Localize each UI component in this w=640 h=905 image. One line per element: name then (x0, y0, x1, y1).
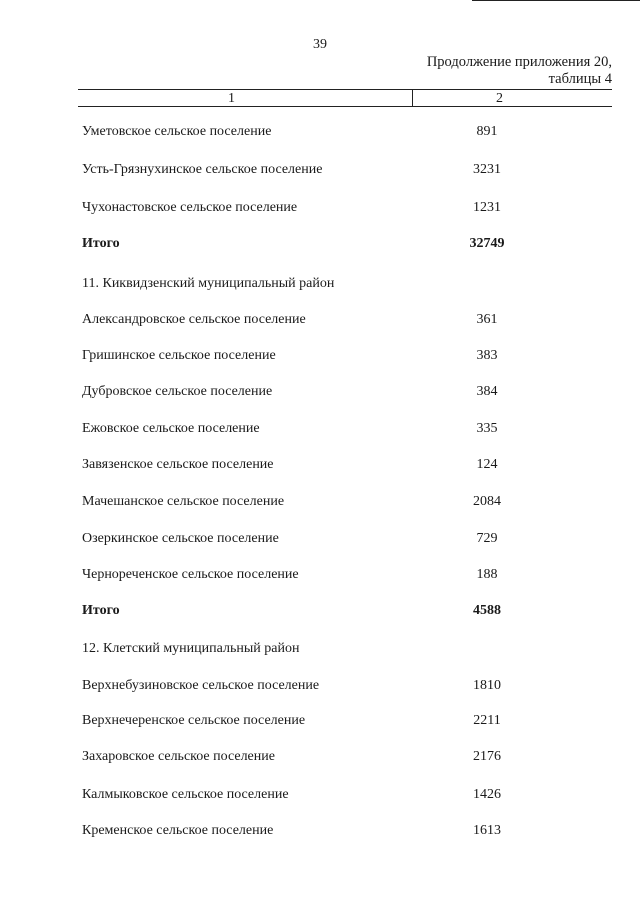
table-row (82, 823, 532, 843)
row-value: 383 (476, 348, 498, 363)
section-title: 12. Клетский муниципальный район (82, 641, 300, 656)
row-name: Ежовское сельское поселение (82, 421, 260, 436)
row-name: Верхнечеренское сельское поселение (82, 713, 306, 728)
table-row (82, 162, 532, 182)
table-column-divider (412, 89, 413, 107)
column-header-1: 1 (228, 91, 235, 106)
row-value: 361 (476, 312, 498, 327)
row-value: 335 (476, 421, 498, 436)
row-name: Чернореченское сельское поселение (82, 567, 299, 582)
table-row (82, 494, 532, 514)
row-value: 124 (476, 457, 498, 472)
table-row (82, 749, 532, 769)
row-name: Итого (82, 236, 120, 251)
section-heading-row (82, 276, 532, 296)
row-value: 891 (476, 124, 498, 139)
row-value: 1231 (473, 200, 501, 215)
section-heading-row (82, 641, 532, 661)
row-name: Кременское сельское поселение (82, 823, 274, 838)
row-name: Александровское сельское поселение (82, 312, 306, 327)
page-number: 39 (313, 37, 327, 52)
row-name: Озеркинское сельское поселение (82, 531, 279, 546)
table-row (82, 567, 532, 587)
row-value: 2211 (473, 713, 501, 728)
table-row (82, 713, 532, 733)
row-name: Дубровское сельское поселение (82, 384, 273, 399)
table-top-rule (78, 89, 612, 90)
row-value: 3231 (473, 162, 501, 177)
row-value: 188 (476, 567, 498, 582)
row-name: Захаровское сельское поселение (82, 749, 275, 764)
row-value: 2176 (473, 749, 501, 764)
total-value: 4588 (473, 603, 501, 618)
row-name: Гришинское сельское поселение (82, 348, 276, 363)
row-name: Чухонастовское сельское поселение (82, 200, 298, 215)
row-name: Калмыковское сельское поселение (82, 787, 289, 802)
row-value: 384 (476, 384, 498, 399)
total-row (82, 236, 532, 256)
table-row (82, 124, 532, 144)
appendix-note-line1: Продолжение приложения 20, (426, 54, 612, 70)
total-row (82, 603, 532, 623)
total-value: 32749 (469, 236, 505, 251)
row-name: Мачешанское сельское поселение (82, 494, 285, 509)
row-value: 1810 (473, 678, 501, 693)
row-value: 1426 (473, 787, 501, 802)
row-value: 729 (476, 531, 498, 546)
section-title: 11. Киквидзенский муниципальный район (82, 276, 335, 291)
table-row (82, 457, 532, 477)
table-row (82, 531, 532, 551)
row-name: Уметовское сельское поселение (82, 124, 272, 139)
table-row (82, 384, 532, 404)
table-row (82, 421, 532, 441)
table-row (82, 312, 532, 332)
appendix-note-line2: таблицы 4 (548, 71, 612, 87)
row-name: Усть-Грязнухинское сельское поселение (82, 162, 323, 177)
row-name: Итого (82, 603, 120, 618)
table-row (82, 200, 532, 220)
row-value: 1613 (473, 823, 501, 838)
table-row (82, 787, 532, 807)
table-row (82, 348, 532, 368)
table-row (82, 678, 532, 698)
row-name: Завязенское сельское поселение (82, 457, 274, 472)
appendix-note (427, 54, 612, 88)
row-name: Верхнебузиновское сельское поселение (82, 678, 320, 693)
scan-edge-line (472, 0, 640, 1)
table-header-rule (78, 106, 612, 107)
column-header-2: 2 (496, 91, 503, 106)
row-value: 2084 (473, 494, 501, 509)
